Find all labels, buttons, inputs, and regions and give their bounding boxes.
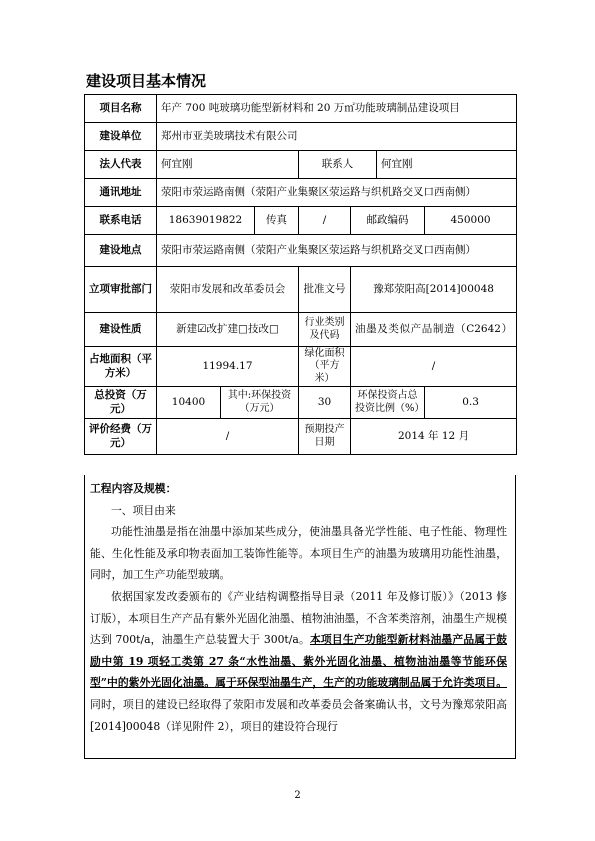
approval-no-value: 豫郑荥阳高[2014]00048 bbox=[351, 267, 517, 313]
nature-value: 新建☑改扩建□技改□ bbox=[157, 313, 299, 347]
area-value: 11994.17 bbox=[157, 347, 299, 387]
address-value: 荥阳市荥运路南侧（荥阳产业集聚区荥运路与织机路交叉口西南侧） bbox=[157, 179, 517, 207]
env-invest-value: 30 bbox=[299, 387, 351, 419]
start-date-value: 2014 年 12 月 bbox=[351, 419, 517, 455]
green-label: 绿化面积（平方米） bbox=[299, 347, 351, 387]
unit-label: 建设单位 bbox=[85, 123, 157, 151]
nature-label: 建设性质 bbox=[85, 313, 157, 347]
start-date-label: 预期投产日期 bbox=[299, 419, 351, 455]
paragraph-1: 功能性油墨是指在油墨中添加某些成分，使油墨具备光学性能、电子性能、物理性能、生化性能及承印物表面加工装饰性能等。本项目生产的油墨为玻璃用功能性油墨，同时，加工生产功能型玻璃。 bbox=[90, 525, 507, 582]
paragraph-2-emphasis: 本项目生产功能型新材料油墨产品属于鼓励中第 19 项轻工类第 27 条“水性油墨、紫外光固化油墨、植物油油墨等节能环保型”中的紫外光固化油墨。属于环保型油墨生产，生产的功能玻璃制品属于允许类项目。 bbox=[90, 633, 508, 690]
contact-value: 何宜刚 bbox=[377, 151, 517, 179]
eval-fee-label: 评价经费（万元） bbox=[85, 419, 157, 455]
paragraph-2-continuation: 同时，项目的建设已经取得了荥阳市发展和改革委员会备案确认书，文号为豫郑荥阳高[2014]00048（详见附件 2），项目的建设符合现行 bbox=[90, 697, 507, 733]
unit-value: 郑州市亚美玻璃技术有限公司 bbox=[157, 123, 517, 151]
legal-rep-label: 法人代表 bbox=[85, 151, 157, 179]
project-name-value: 年产 700 吨玻璃功能型新材料和 20 万㎡功能玻璃制品建设项目 bbox=[157, 95, 517, 123]
industry-label: 行业类别及代码 bbox=[299, 313, 351, 347]
phone-label: 联系电话 bbox=[85, 207, 157, 235]
approval-no-label: 批准文号 bbox=[299, 267, 351, 313]
section-title: 一、项目由来 bbox=[111, 503, 176, 517]
green-value: / bbox=[351, 347, 517, 387]
project-content-section bbox=[84, 475, 516, 759]
eval-fee-value: / bbox=[157, 419, 299, 455]
page-number: 2 bbox=[294, 790, 301, 801]
approval-dept-value: 荥阳市发展和改革委员会 bbox=[157, 267, 299, 313]
invest-value: 10400 bbox=[157, 387, 221, 419]
postcode-label: 邮政编码 bbox=[351, 207, 425, 235]
env-ratio-label: 环保投资占总投资比例（%） bbox=[351, 387, 425, 419]
fax-label: 传真 bbox=[255, 207, 299, 235]
approval-dept-label: 立项审批部门 bbox=[85, 267, 157, 313]
fax-value: / bbox=[299, 207, 351, 235]
env-ratio-value: 0.3 bbox=[425, 387, 517, 419]
project-info-table bbox=[84, 94, 517, 455]
site-label: 建设地点 bbox=[85, 235, 157, 267]
site-value: 荥阳市荥运路南侧（荥阳产业集聚区荥运路与织机路交叉口西南侧） bbox=[157, 235, 517, 267]
area-label: 占地面积（平方米） bbox=[85, 347, 157, 387]
contact-label: 联系人 bbox=[299, 151, 377, 179]
postcode-value: 450000 bbox=[425, 207, 517, 235]
paragraph-2-text: 依据国家发改委颁布的《产业结构调整指导目录（2011 年及修订版）》（2013 修订版），本项目生产产品有紫外光固化油墨、植物油油墨，不含苯类溶剂，油墨生产规模达到 700t/a，油墨生产总装置大于 300t/a。 bbox=[90, 589, 507, 647]
paragraph-2 bbox=[90, 586, 507, 737]
phone-value: 18639019822 bbox=[157, 207, 255, 235]
legal-rep-value: 何宜刚 bbox=[157, 151, 299, 179]
page-title: 建设项目基本情况 bbox=[86, 72, 207, 90]
address-label: 通讯地址 bbox=[85, 179, 157, 207]
env-invest-label: 其中:环保投资（万元） bbox=[221, 387, 299, 419]
industry-value: 油墨及类似产品制造（C2642） bbox=[351, 313, 517, 347]
project-name-label: 项目名称 bbox=[85, 95, 157, 123]
content-heading: 工程内容及规模： bbox=[90, 482, 177, 495]
invest-label: 总投资（万元） bbox=[85, 387, 157, 419]
